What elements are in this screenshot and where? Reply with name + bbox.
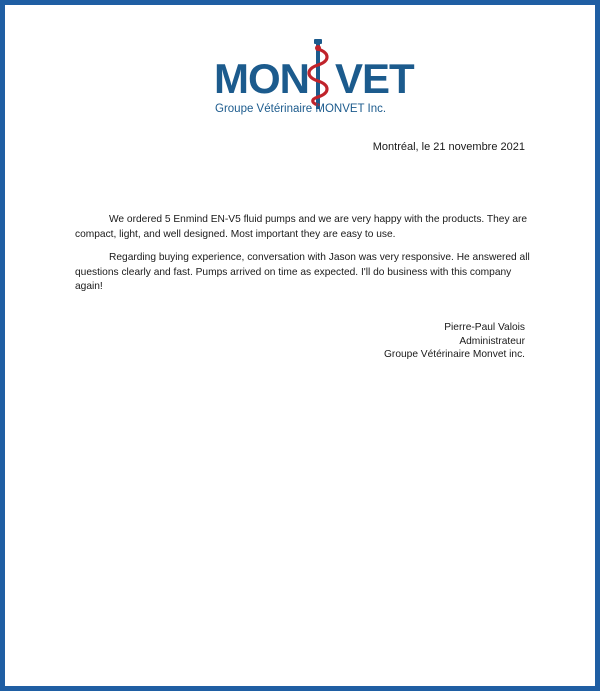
letter-body xyxy=(75,213,535,304)
company-logo xyxy=(205,35,414,120)
signature-name: Pierre-Paul Valois xyxy=(444,322,525,333)
caduceus-icon xyxy=(303,39,333,111)
letter-paragraph: We ordered 5 Enmind EN-V5 fluid pumps and we are very happy with the products. They are compact, light, and well designed. Most important they are easy to use. xyxy=(75,214,528,240)
letter-paragraph: Regarding buying experience, conversation with Jason was very responsive. He answered all questions clearly and fast. Pumps arrived on time as expected. I'll do business with this company again! xyxy=(75,252,530,292)
letter-date: Montréal, le 21 novembre 2021 xyxy=(372,141,525,153)
signature-company: Groupe Vétérinaire Monvet inc. xyxy=(384,349,525,360)
logo-tagline: Groupe Vétérinaire MONVET Inc. xyxy=(215,103,387,115)
signature-title: Administrateur xyxy=(459,335,525,347)
logo-mon-text: MON xyxy=(214,55,309,102)
logo-vet-text: VET xyxy=(335,55,414,102)
signature-block xyxy=(384,321,525,362)
